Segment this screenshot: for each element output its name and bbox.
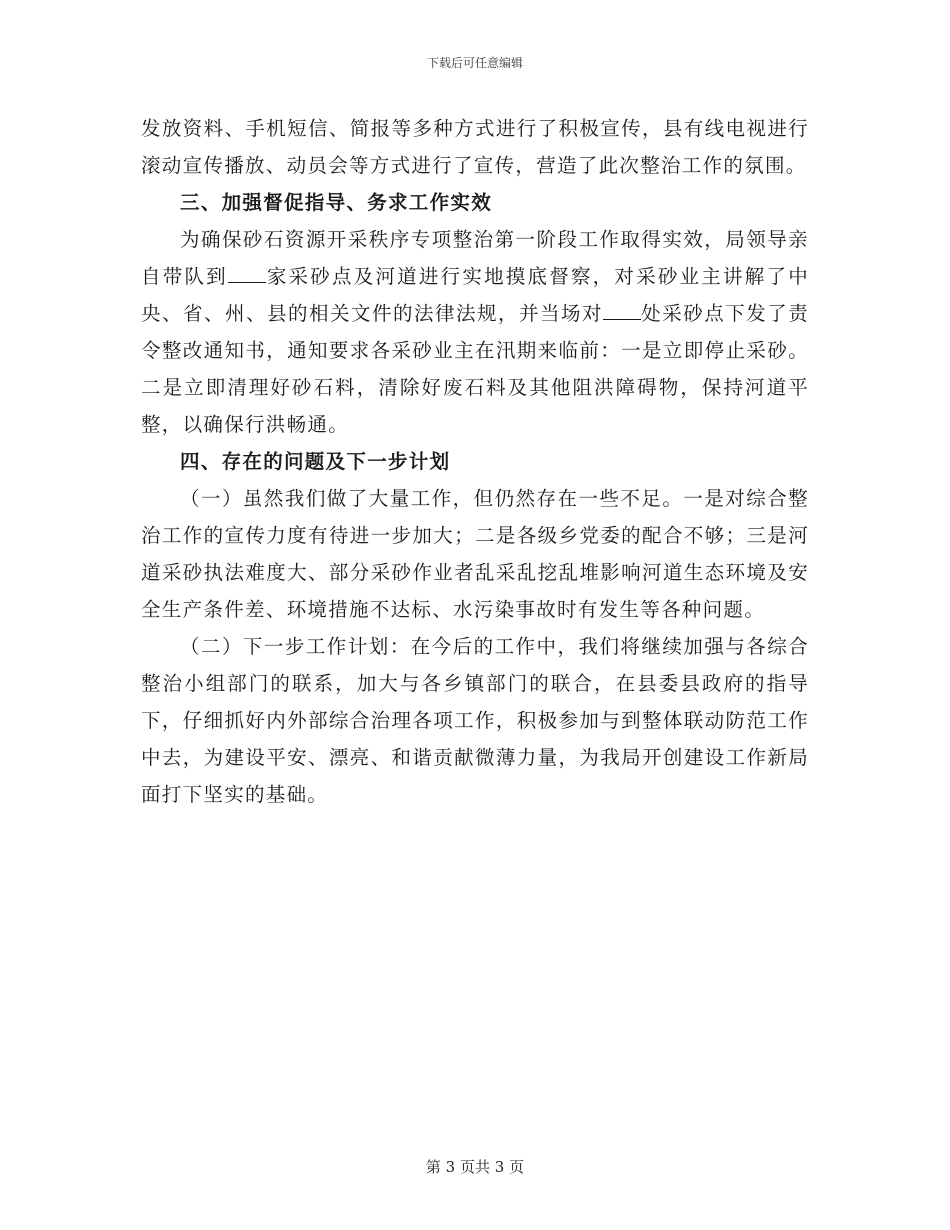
page-footer: 第 3 页共 3 页 — [425, 1158, 525, 1176]
section-heading-3: 三、加强督促指导、务求工作实效 — [180, 191, 493, 214]
paragraph-next-plan: （二）下一步工作计划：在今后的工作中，我们将继续加强与各综合整治小组部门的联系，加大与各乡镇部门的联合，在县委县政府的指导下，仔细抓好内外部综合治理各项工作，积极参加与到整体联动防范工作中去，为建设平安、漂亮、和谐贡献微薄力量，为我局开创建设工作新局面打下坚实的基础。 — [141, 635, 809, 806]
blank-underline — [603, 301, 641, 320]
section-heading-4: 四、存在的问题及下一步计划 — [180, 450, 451, 473]
paragraph-text: 处采砂点下发了责令整改通知书，通知要求各采砂业主在汛期来临前：一是立即停止采砂。二是立即清理好砂石料，清除好废石料及其他阻洪障碍物，保持河道平整，以确保行洪畅通。 — [141, 302, 809, 436]
paragraph-text: 为确保砂石资源开采秩序专项整治第一阶段工作取得实效，局领导亲自带队到 — [141, 228, 809, 288]
paragraph-problems: （一）虽然我们做了大量工作，但仍然存在一些不足。一是对综合整治工作的宣传力度有待进一步加大；二是各级乡党委的配合不够；三是河道采砂执法难度大、部分采砂作业者乱采乱挖乱堆影响河道生态环境及安全生产条件差、环境措施不达标、水污染事故时有发生等各种问题。 — [141, 487, 809, 621]
paragraph-publicity: 发放资料、手机短信、简报等多种方式进行了积极宣传，县有线电视进行滚动宣传播放、动员会等方式进行了宣传，营造了此次整治工作的氛围。 — [141, 117, 809, 177]
document-body — [141, 110, 809, 813]
paragraph-supervision — [141, 221, 809, 443]
paragraph-text: 家采砂点及河道进行实地摸底督察，对采砂业主讲解了中央、省、州、县的相关文件的法律法规，并当场对 — [141, 265, 809, 325]
blank-underline — [228, 264, 266, 283]
page-header: 下载后可任意编辑 — [426, 56, 523, 70]
